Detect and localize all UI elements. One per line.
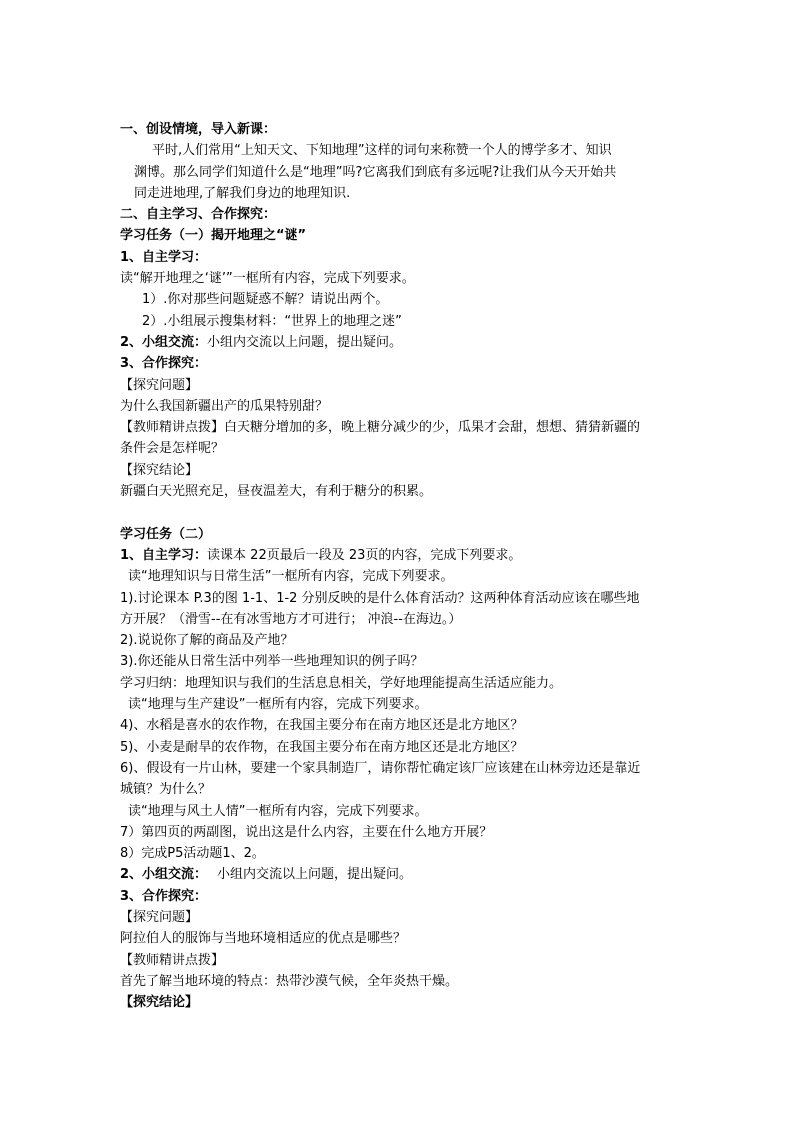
text-line: 首先了解当地环境的特点：热带沙漠气候，全年炎热干燥。 (120, 973, 459, 989)
subheading-group-discussion: 2、小组交流： (120, 867, 208, 883)
group-discussion-text: 小组内交流以上问题，提出疑问。 (217, 867, 413, 883)
text-line: 读“地理与生产建设”一框所有内容，完成下列要求。 (128, 697, 428, 713)
subheading-cooperative-inquiry: 3、合作探究： (120, 356, 208, 372)
section-heading-1: 一、创设情境，导入新课： (120, 122, 277, 137)
list-item: 1）.你对那些问题疑惑不解？请说出两个。 (142, 292, 389, 308)
self-study-line (120, 545, 680, 566)
group-discussion-line (120, 332, 680, 353)
text-line: 城镇？为什么？ (120, 782, 212, 798)
list-item: 5)、小麦是耐旱的农作物，在我国主要分布在南方地区还是北方地区？ (120, 739, 524, 755)
inquiry-question-label: 【探究问题】 (120, 377, 199, 393)
list-item: 8）完成P5活动题1、2。 (120, 846, 265, 862)
task-heading-2: 学习任务（二） (120, 526, 212, 542)
text-line: 读“解开地理之‘谜’”一框所有内容，完成下列要求。 (120, 271, 415, 287)
subheading-self-study: 1、自主学习： (120, 547, 208, 563)
list-item: 6)、假设有一片山林，要建一个家具制造厂，请你帮忙确定该厂应该建在山林旁边还是靠近 (120, 760, 641, 776)
list-item: 7）第四页的两副图，说出这是什么内容，主要在什么地方开展？ (120, 824, 493, 840)
subheading-cooperative-inquiry: 3、合作探究： (120, 888, 208, 904)
section-heading-2: 二、自主学习、合作探究： (120, 207, 277, 223)
text-line: 新疆白天光照充足，昼夜温差大，有利于糖分的积累。 (120, 484, 433, 500)
list-item: 2).说说你了解的商品及产地？ (120, 633, 294, 649)
text-line: 方开展？（滑雪--在有冰雪地方才可进行； 冲浪--在海边。） (120, 611, 462, 627)
self-study-text: 读课本 22页最后一段及 23页的内容，完成下列要求。 (207, 547, 522, 563)
document-body (120, 119, 680, 1013)
inquiry-conclusion-label: 【探究结论】 (120, 995, 199, 1011)
inquiry-question-label: 【探究问题】 (120, 909, 199, 925)
group-discussion-line (120, 864, 680, 885)
teacher-guidance-line: 【教师精讲点拨】白天糖分增加的多，晚上糖分减少的少，瓜果才会甜，想想、猜猜新疆的 (120, 420, 641, 436)
subheading-self-study: 1、自主学习： (120, 249, 208, 265)
learning-summary: 学习归纳：地理知识与我们的生活息息相关，学好地理能提高生活适应能力。 (120, 675, 563, 691)
text-line: 条件会是怎样呢？ (120, 441, 225, 457)
intro-paragraph-line: 平时,人们常用“上知天文、下知地理”这样的词句来称赞一个人的博学多才、知识 (152, 143, 612, 159)
list-item: 2）.小组展示搜集材料：“世界上的地理之迷” (142, 313, 402, 329)
teacher-guidance-label: 【教师精讲点拨】 (120, 952, 225, 968)
list-item: 3).你还能从日常生活中列举一些地理知识的例子吗？ (120, 654, 424, 670)
text-line: 读“地理知识与日常生活”一框所有内容，完成下列要求。 (128, 569, 454, 585)
text-line: 为什么我国新疆出产的瓜果特别甜？ (120, 398, 329, 414)
inquiry-conclusion-label: 【探究结论】 (120, 462, 199, 478)
blank-line (120, 502, 680, 523)
intro-paragraph-line: 同走进地理,了解我们身边的地理知识. (134, 185, 351, 201)
text-line: 阿拉伯人的服饰与当地环境相适应的优点是哪些？ (120, 931, 407, 947)
subheading-group-discussion: 2、小组交流： (120, 334, 208, 350)
list-item: 1).讨论课本 P.3的图 1-1、1-2 分别反映的是什么体育活动？这两种体育活动应该在哪些地 (120, 590, 640, 606)
intro-paragraph-line: 渊博。那么同学们知道什么是“地理”吗?它离我们到底有多远呢?让我们从今天开始共 (134, 164, 617, 180)
group-discussion-text: 小组内交流以上问题，提出疑问。 (207, 334, 403, 350)
task-heading-1: 学习任务（一）揭开地理之“谜” (120, 228, 307, 244)
list-item: 4)、水稻是喜水的农作物，在我国主要分布在南方地区还是北方地区？ (120, 718, 524, 734)
text-line: 读“地理与风土人情”一框所有内容，完成下列要求。 (128, 803, 428, 819)
